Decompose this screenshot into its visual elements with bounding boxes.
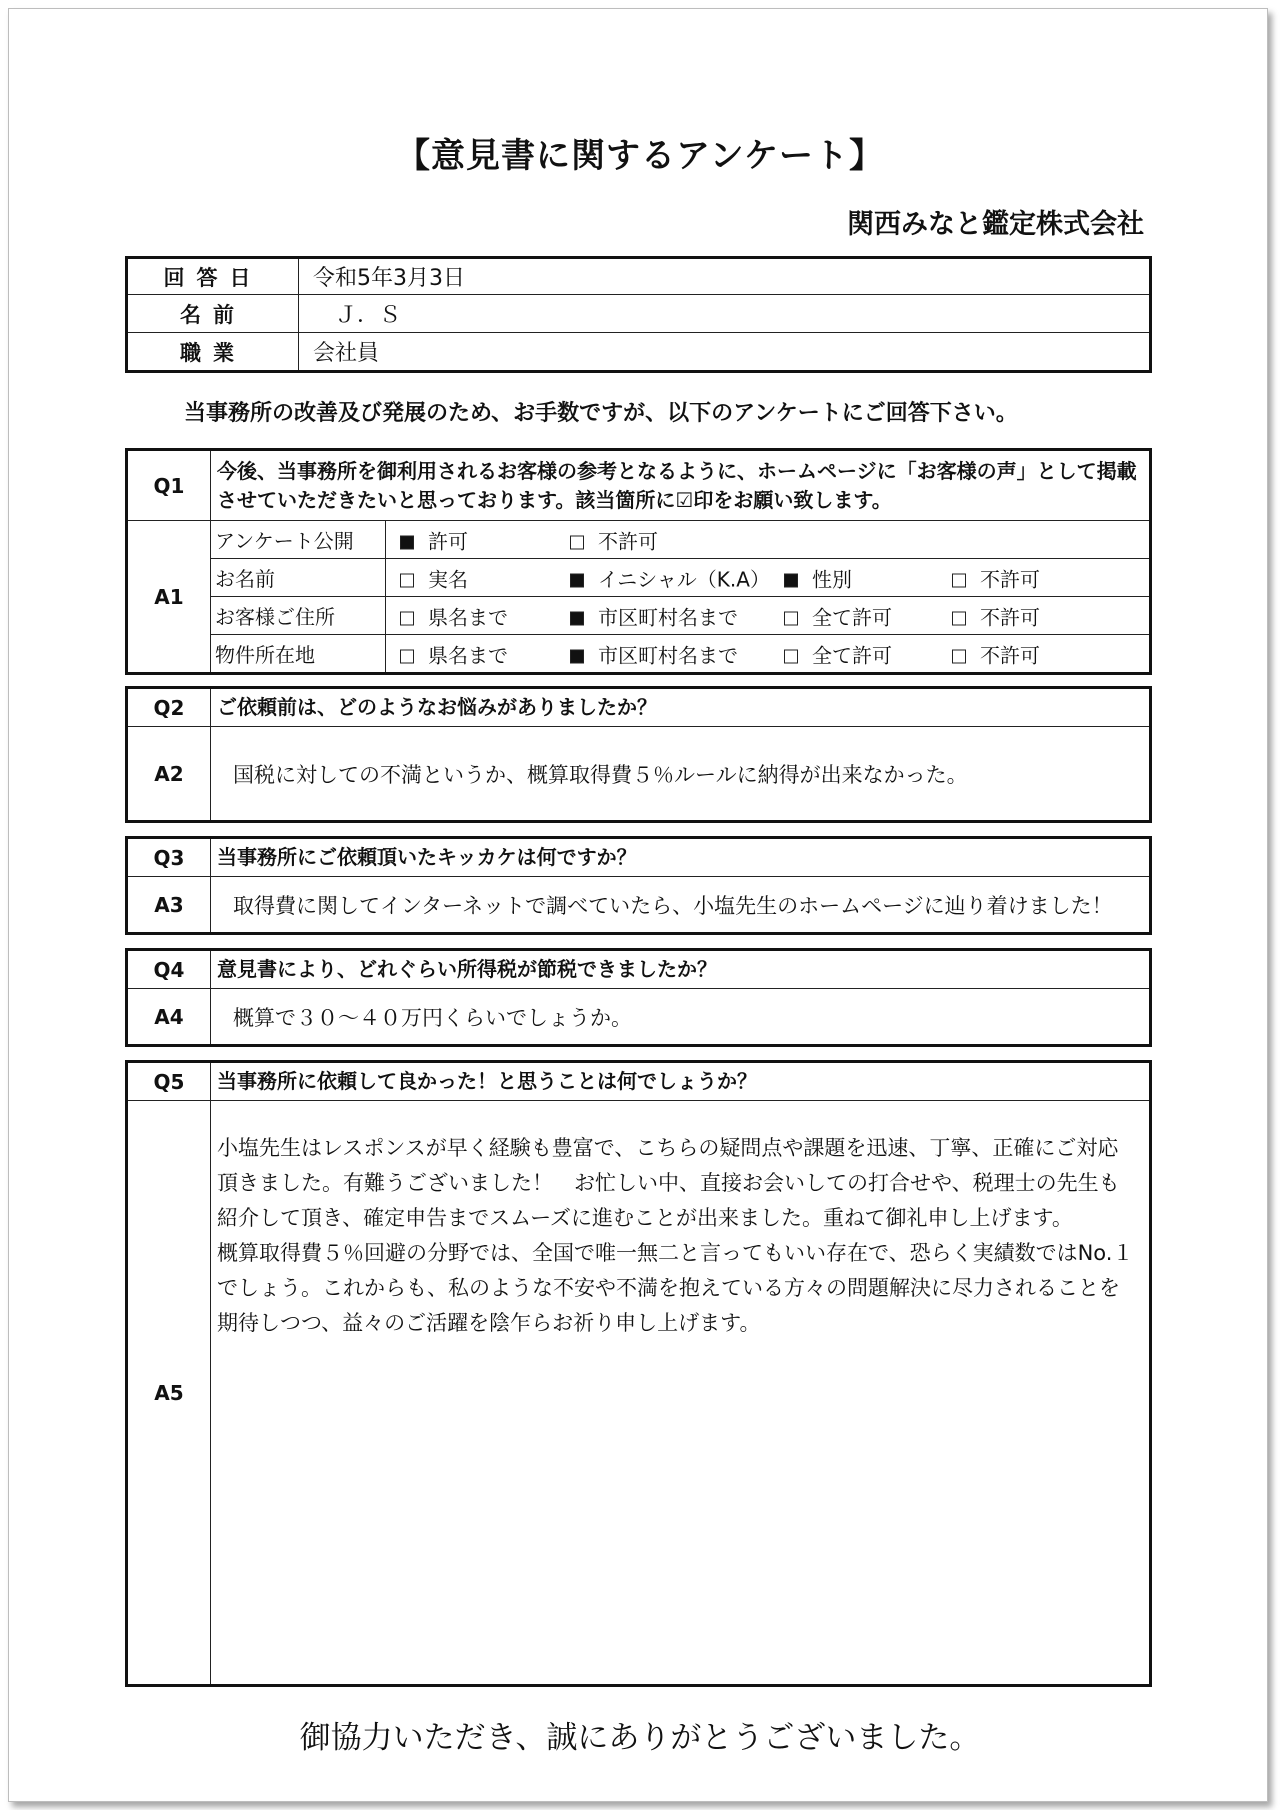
option-address-city[interactable]: 市区町村名まで xyxy=(570,601,738,630)
unchecked-box-icon xyxy=(570,535,584,549)
option-publish-deny[interactable]: 不許可 xyxy=(570,525,658,554)
unchecked-box-icon xyxy=(952,611,966,625)
occupation-value: 会社員 xyxy=(299,333,1150,371)
q4-table xyxy=(127,950,1150,1045)
document-title: 【意見書に関するアンケート】 xyxy=(396,136,884,176)
checked-box-icon xyxy=(784,573,798,587)
a4-label: A4 xyxy=(128,989,211,1045)
unchecked-box-icon xyxy=(400,573,414,587)
a1-options-property xyxy=(386,635,1150,673)
intro-text: 当事務所の改善及び発展のため、お手数ですが、以下のアンケートにご回答下さい。 xyxy=(184,401,1018,426)
a5-paragraph: 小塩先生はレスポンスが早く経験も豊富で、こちらの疑問点や課題を迅速、丁寧、正確にご対応頂きました。有難うございました！ お忙しい中、直接お会いしての打合せや、税理士の先生も紹介して頂き、確定申告までスムーズに進むことが出来ました。重ねて御礼申し上げます。 xyxy=(217,1136,1120,1230)
option-name-deny[interactable]: 不許可 xyxy=(952,563,1040,592)
option-property-city[interactable]: 市区町村名まで xyxy=(570,639,738,668)
option-property-deny[interactable]: 不許可 xyxy=(952,639,1040,668)
option-name-real[interactable]: 実名 xyxy=(400,563,468,592)
a1-category-name: お名前 xyxy=(211,559,386,597)
occupation-label: 職業 xyxy=(128,333,299,371)
a1-options-publish xyxy=(386,521,1150,559)
q3-question: 当事務所にご依頼頂いたキッカケは何ですか？ xyxy=(211,839,1150,877)
a2-answer: 国税に対しての不満というか、概算取得費５％ルールに納得が出来なかった。 xyxy=(211,727,1150,821)
option-name-gender[interactable]: 性別 xyxy=(784,563,852,592)
q2-question: ご依頼前は、どのようなお悩みがありましたか？ xyxy=(211,689,1150,727)
answer-date-label: 回答日 xyxy=(128,259,299,295)
q3-table xyxy=(127,838,1150,933)
unchecked-box-icon xyxy=(952,649,966,663)
closing-message: 御協力いただき、誠にありがとうございました。 xyxy=(299,1720,981,1756)
q5-table xyxy=(127,1062,1150,1685)
a1-category-publish: アンケート公開 xyxy=(211,521,386,559)
option-publish-allow[interactable]: 許可 xyxy=(400,525,468,554)
option-address-deny[interactable]: 不許可 xyxy=(952,601,1040,630)
checked-box-icon xyxy=(400,535,414,549)
unchecked-box-icon xyxy=(400,649,414,663)
q4-question: 意見書により、どれぐらい所得税が節税できましたか？ xyxy=(211,951,1150,989)
option-property-all[interactable]: 全て許可 xyxy=(784,639,892,668)
q1-label: Q1 xyxy=(128,451,211,521)
option-property-prefecture[interactable]: 県名まで xyxy=(400,639,508,668)
a2-label: A2 xyxy=(128,727,211,821)
unchecked-box-icon xyxy=(784,649,798,663)
name-value: Ｊ．Ｓ xyxy=(299,295,1150,333)
checked-box-icon xyxy=(570,573,584,587)
option-address-all[interactable]: 全て許可 xyxy=(784,601,892,630)
a1-options-address xyxy=(386,597,1150,635)
a1-options-name xyxy=(386,559,1150,597)
checked-box-icon xyxy=(570,611,584,625)
a3-label: A3 xyxy=(128,877,211,933)
a1-category-property: 物件所在地 xyxy=(211,635,386,673)
name-label: 名前 xyxy=(128,295,299,333)
a1-label: A1 xyxy=(128,521,211,673)
option-name-initial[interactable]: イニシャル（K.A） xyxy=(570,563,770,592)
q3-label: Q3 xyxy=(128,839,211,877)
a5-label: A5 xyxy=(128,1101,211,1685)
a5-answer xyxy=(211,1101,1150,1685)
option-address-prefecture[interactable]: 県名まで xyxy=(400,601,508,630)
respondent-info-table xyxy=(127,258,1150,371)
unchecked-box-icon xyxy=(400,611,414,625)
a5-paragraph: 概算取得費５％回避の分野では、全国で唯一無二と言ってもいい存在で、恐らく実績数ではNo.１でしょう。これからも、私のような不安や不満を抱えている方々の問題解決に尽力されることを期待しつつ、益々のご活躍を陰乍らお祈り申し上げます。 xyxy=(217,1241,1134,1335)
a3-answer: 取得費に関してインターネットで調べていたら、小塩先生のホームページに辿り着けました！ xyxy=(211,877,1150,933)
a1-category-address: お客様ご住所 xyxy=(211,597,386,635)
q5-label: Q5 xyxy=(128,1063,211,1101)
q4-label: Q4 xyxy=(128,951,211,989)
unchecked-box-icon xyxy=(952,573,966,587)
a4-answer: 概算で３０～４０万円くらいでしょうか。 xyxy=(211,989,1150,1045)
q1-question: 今後、当事務所を御利用されるお客様の参考となるように、ホームページに「お客様の声」として掲載させていただきたいと思っております。該当箇所に☑印をお願い致します。 xyxy=(211,451,1150,521)
company-name: 関西みなと鑑定株式会社 xyxy=(847,209,1144,240)
checked-box-icon xyxy=(570,649,584,663)
answer-date-value: 令和5年3月3日 xyxy=(299,259,1150,295)
q5-question: 当事務所に依頼して良かった！と思うことは何でしょうか？ xyxy=(211,1063,1150,1101)
q2-table xyxy=(127,688,1150,821)
q2-label: Q2 xyxy=(128,689,211,727)
q1-table xyxy=(127,450,1150,673)
unchecked-box-icon xyxy=(784,611,798,625)
